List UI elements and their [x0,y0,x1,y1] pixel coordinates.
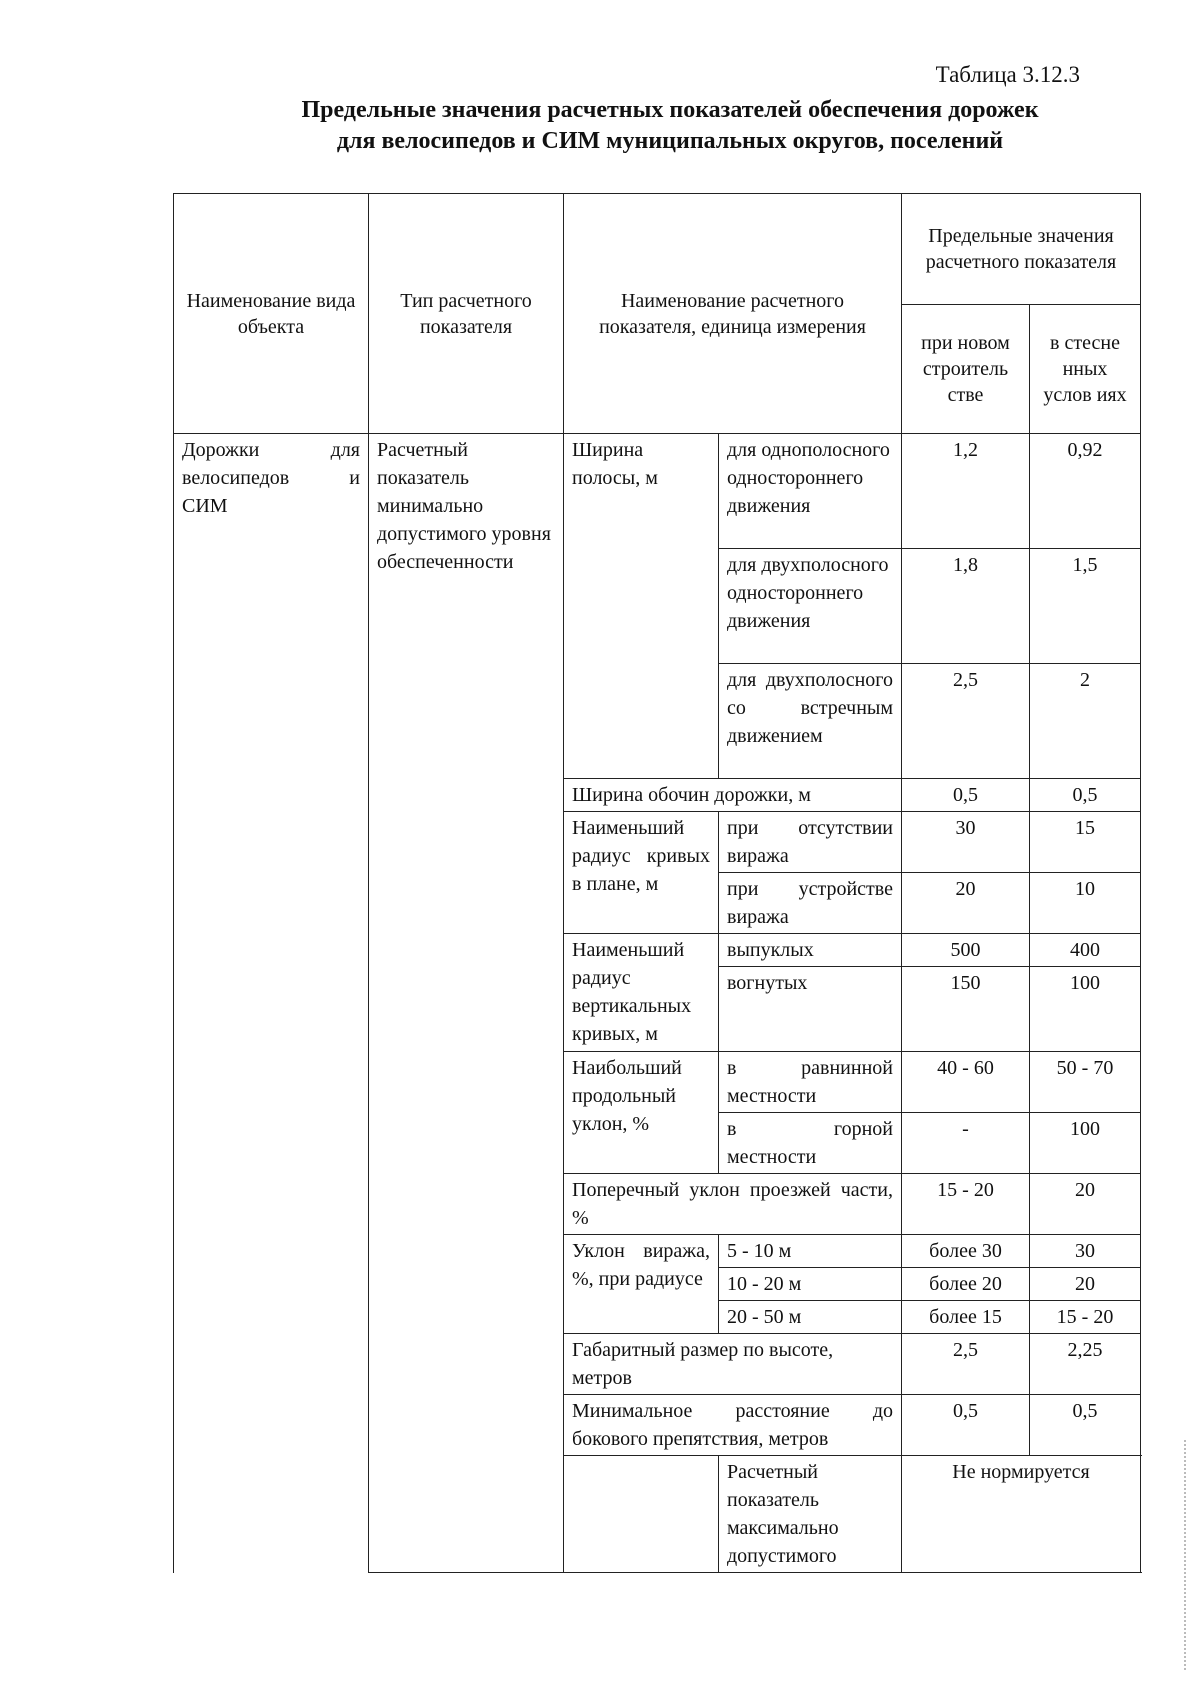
lane-width-sub-label: для однополосного одностороннего движения [719,434,902,549]
value-new: 1,2 [902,434,1030,549]
title-line-1: Предельные значения расчетных показателей обеспечения дорожек [301,97,1039,123]
indicators-table [173,193,1141,1573]
value-new: 500 [902,934,1030,967]
shoulder-label: Ширина обочин дорожки, м [564,779,902,812]
value-cramped: 20 [1030,1174,1141,1235]
header-new-construction: при новом строитель стве [902,305,1030,434]
vertical-radius-sub-label: выпуклых [719,934,902,967]
header-cramped-conditions: в стесне нных услов иях [1030,305,1141,434]
cross-slope-label: Поперечный уклон проезжей части, % [564,1174,902,1235]
vertical-radius-label: Наименьший радиус вертикальных кривых, м [564,934,719,1052]
side-distance-label: Минимальное расстояние до бокового препятствия, метров [564,1395,902,1456]
object-word: для [330,439,360,461]
value-cramped: 0,5 [1030,1395,1141,1456]
value-new: более 20 [902,1268,1030,1301]
lane-width-label: Ширина полосы, м [564,434,719,779]
object-word: и [349,467,360,489]
value-new: 20 [902,873,1030,934]
value-cramped: 0,5 [1030,779,1141,812]
object-word: Дорожки [182,439,260,461]
value-new: 2,5 [902,664,1030,779]
bank-slope-label: Уклон виража, %, при радиусе [564,1235,719,1334]
table-number: Таблица 3.12.3 [935,62,1080,87]
long-slope-label: Наибольший продольный уклон, % [564,1052,719,1174]
header-row-1 [174,194,1141,305]
plan-radius-sub-label: при отсутствии виража [719,812,902,873]
value-new: 15 - 20 [902,1174,1030,1235]
value-cramped: 50 - 70 [1030,1052,1141,1113]
value-new: 0,5 [902,1395,1030,1456]
bank-slope-sub-label: 10 - 20 м [719,1268,902,1301]
value-cramped: 0,92 [1030,434,1141,549]
height-label: Габаритный размер по высоте, метров [564,1334,902,1395]
value-cramped: 15 [1030,812,1141,873]
value-cramped: 2 [1030,664,1141,779]
header-limit-values: Предельные значения расчетного показателя [902,194,1141,305]
value-new: 150 [902,967,1030,1052]
indicator-type-min: Расчетный показатель минимально допустимого уровня обеспеченности [369,434,564,1573]
value-cramped: 100 [1030,967,1141,1052]
value-cramped: 10 [1030,873,1141,934]
table-row [174,434,1141,549]
object-word: велосипедов [182,467,290,489]
bank-slope-sub-label: 5 - 10 м [719,1235,902,1268]
table-title [200,95,1140,157]
header-object-type: Наименование вида объекта [174,194,369,434]
not-regulated: Не нормируется [902,1456,1141,1573]
value-new: более 15 [902,1301,1030,1334]
vertical-radius-sub-label: вогнутых [719,967,902,1052]
header-indicator-name: Наименование расчетного показателя, единица измерения [564,194,902,434]
object-type-cell-continued [564,1456,719,1573]
value-new: 2,5 [902,1334,1030,1395]
object-type-cell [174,434,369,1573]
value-new: более 30 [902,1235,1030,1268]
value-cramped: 1,5 [1030,549,1141,664]
value-cramped: 2,25 [1030,1334,1141,1395]
scan-margin-marks [1184,1440,1188,1670]
value-new: 30 [902,812,1030,873]
object-word: СИМ [182,495,228,517]
long-slope-sub-label: в равнинной местности [719,1052,902,1113]
title-line-2: для велосипедов и СИМ муниципальных округов, поселений [336,128,1004,154]
lane-width-sub-label: для двухполосного одностороннего движения [719,549,902,664]
indicator-type-max: Расчетный показатель максимально допустимого [719,1456,902,1573]
header-indicator-type: Тип расчетного показателя [369,194,564,434]
value-new: 1,8 [902,549,1030,664]
value-cramped: 20 [1030,1268,1141,1301]
value-new: - [902,1113,1030,1174]
value-cramped: 30 [1030,1235,1141,1268]
value-new: 40 - 60 [902,1052,1030,1113]
plan-radius-label: Наименьший радиус кривых в плане, м [564,812,719,934]
lane-width-sub-label: для двухполосного со встречным движением [719,664,902,779]
value-cramped: 100 [1030,1113,1141,1174]
value-new: 0,5 [902,779,1030,812]
value-cramped: 15 - 20 [1030,1301,1141,1334]
long-slope-sub-label: в горной местности [719,1113,902,1174]
value-cramped: 400 [1030,934,1141,967]
plan-radius-sub-label: при устройстве виража [719,873,902,934]
bank-slope-sub-label: 20 - 50 м [719,1301,902,1334]
